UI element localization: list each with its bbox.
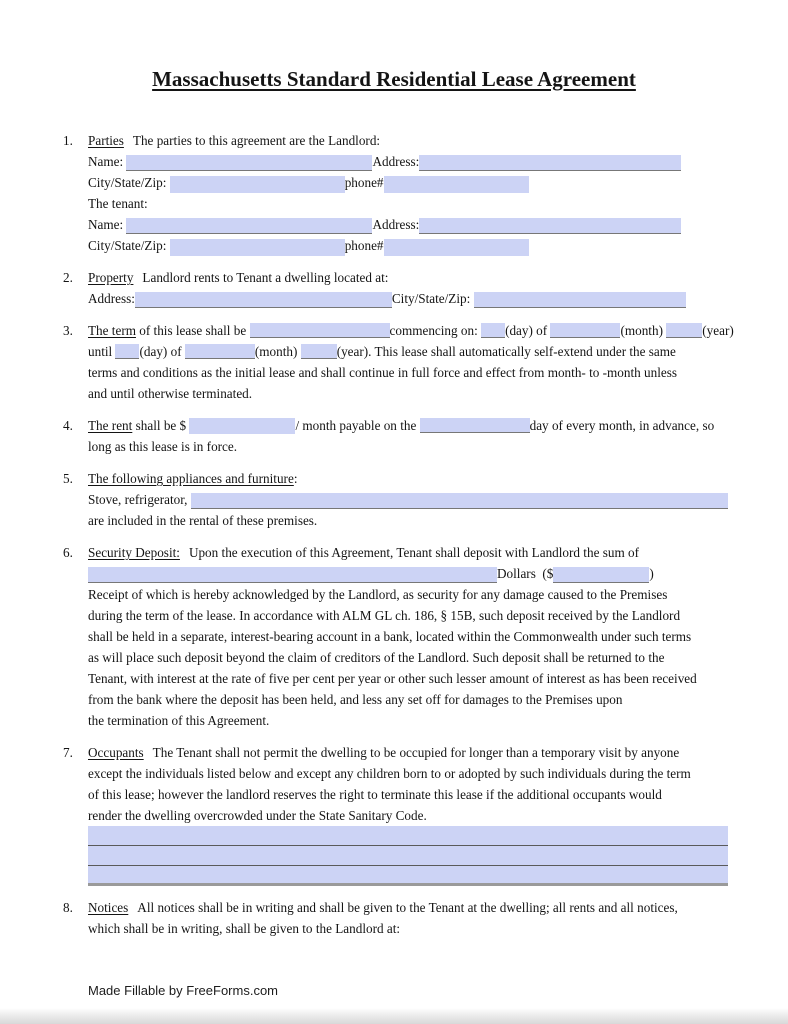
- occupants-text: render the dwelling overcrowded under the State Sanitary Code.: [88, 808, 427, 823]
- landlord-name-field[interactable]: [126, 155, 372, 171]
- tenant-intro: The tenant:: [88, 196, 148, 211]
- rent-heading: The rent: [88, 418, 133, 433]
- appliances-text: are included in the rental of these premises.: [88, 513, 318, 528]
- section-rent: [63, 415, 728, 457]
- name-label: Name:: [88, 217, 127, 232]
- occupants-line-3-field[interactable]: [88, 866, 728, 886]
- deposit-text: from the bank where the deposit has been held, and less any set off for damages to the Premises upon: [88, 692, 623, 707]
- appliances-row: [88, 489, 728, 510]
- address-label: Address:: [372, 217, 420, 232]
- section-occupants: [63, 742, 728, 886]
- deposit-amount-words-field[interactable]: [88, 567, 497, 583]
- end-year-field[interactable]: [301, 344, 337, 359]
- section-number: 2.: [63, 270, 73, 285]
- deposit-amount-row: [88, 563, 728, 584]
- section-number: 8.: [63, 900, 73, 915]
- address-label: Address:: [88, 291, 135, 306]
- city-state-zip-label: City/State/Zip:: [391, 291, 474, 306]
- year-label: (year): [336, 344, 369, 359]
- day-label: (day) of: [139, 344, 185, 359]
- deposit-heading: Security Deposit:: [88, 545, 180, 560]
- appliances-item-label: Stove, refrigerator,: [88, 492, 191, 507]
- rent-text: shall be $: [132, 418, 190, 433]
- month-label: (month): [620, 323, 667, 338]
- section-deposit: [63, 542, 728, 731]
- tenant-city-state-zip-field[interactable]: [170, 239, 345, 256]
- term-text: commencing on:: [389, 323, 482, 338]
- term-length-field[interactable]: [250, 323, 390, 338]
- property-intro: Landlord rents to Tenant a dwelling located at:: [142, 270, 389, 285]
- deposit-text: Receipt of which is hereby acknowledged by the Landlord, as security for any damage caused to the Premises: [88, 587, 668, 602]
- parties-heading: Parties: [88, 133, 124, 148]
- parties-intro: The parties to this agreement are the Landlord:: [132, 133, 381, 148]
- term-text: until: [88, 344, 116, 359]
- term-heading: The term: [88, 323, 136, 338]
- deposit-intro: Upon the execution of this Agreement, Tenant shall deposit with Landlord the sum of: [188, 545, 639, 560]
- property-city-state-zip-field[interactable]: [474, 292, 686, 308]
- made-fillable-credit: Made Fillable by FreeForms.com: [88, 983, 278, 998]
- section-appliances: [63, 468, 728, 531]
- tenant-phone-field[interactable]: [384, 239, 529, 256]
- occupants-line-2-field[interactable]: [88, 846, 728, 866]
- deposit-text: the termination of this Agreement.: [88, 713, 270, 728]
- property-heading: Property: [88, 270, 134, 285]
- deposit-text: shall be held in a separate, interest-bearing account in a bank, located within the Commonwealth under such terms: [88, 629, 692, 644]
- notices-heading: Notices: [88, 900, 129, 915]
- property-address-field[interactable]: [135, 292, 392, 308]
- deposit-amount-numeric-field[interactable]: [553, 567, 649, 583]
- page-title: Massachusetts Standard Residential Lease Agreement: [152, 67, 636, 91]
- term-text: of this lease shall be: [135, 323, 250, 338]
- month-label: (month): [254, 344, 301, 359]
- section-number: 4.: [63, 418, 73, 433]
- term-text: terms and conditions as the initial lease and shall continue in full force and effect from month- to -month unless: [88, 365, 678, 380]
- section-number: 5.: [63, 471, 73, 486]
- appliances-field[interactable]: [191, 493, 728, 509]
- start-year-field[interactable]: [666, 323, 702, 338]
- occupants-text: of this lease; however the landlord reserves the right to terminate this lease if the additional occupants would: [88, 787, 662, 802]
- page-bottom-band: [0, 1008, 788, 1024]
- close-paren-label: ): [649, 566, 654, 581]
- occupants-heading: Occupants: [88, 745, 144, 760]
- deposit-text: as will place such deposit beyond the claim of creditors of the Landlord. Such deposit shall be returned to the: [88, 650, 665, 665]
- day-label: (day) of: [505, 323, 551, 338]
- occupants-line-1-field[interactable]: [88, 826, 728, 846]
- tenant-name-field[interactable]: [126, 218, 372, 234]
- landlord-name-row: [88, 151, 728, 172]
- section-term: [63, 320, 734, 404]
- dollars-label: Dollars ($: [497, 566, 554, 581]
- section-parties: [63, 130, 728, 256]
- rent-amount-field[interactable]: [189, 418, 295, 434]
- landlord-phone-field[interactable]: [384, 176, 529, 193]
- landlord-address-field[interactable]: [419, 155, 681, 171]
- section-number: 3.: [63, 323, 73, 338]
- city-state-zip-label: City/State/Zip:: [88, 175, 170, 190]
- phone-label: phone#: [344, 175, 384, 190]
- rent-text: long as this lease is in force.: [88, 439, 238, 454]
- year-label: (year): [702, 323, 734, 338]
- appliances-text: :: [293, 471, 298, 486]
- end-month-field[interactable]: [185, 344, 255, 359]
- occupants-text: except the individuals listed below and except any children born to or adopted by such individuals during the term: [88, 766, 691, 781]
- property-address-row: [88, 288, 728, 309]
- landlord-city-state-zip-field[interactable]: [170, 176, 345, 193]
- section-property: [63, 267, 728, 309]
- landlord-city-row: [88, 172, 728, 193]
- term-text: . This lease shall automatically self-extend under the same: [368, 344, 676, 359]
- tenant-address-field[interactable]: [419, 218, 681, 234]
- name-label: Name:: [88, 154, 127, 169]
- rent-text: / month payable on the: [295, 418, 420, 433]
- section-number: 6.: [63, 545, 73, 560]
- rent-text: day of every month, in advance, so: [529, 418, 715, 433]
- tenant-city-row: [88, 235, 728, 256]
- section-number: 7.: [63, 745, 73, 760]
- appliances-heading: The following appliances and furniture: [88, 471, 294, 486]
- section-notices: [63, 897, 728, 939]
- notices-text: All notices shall be in writing and shall be given to the Tenant at the dwelling; all rents and all notices,: [137, 900, 678, 915]
- city-state-zip-label: City/State/Zip:: [88, 238, 170, 253]
- address-label: Address:: [372, 154, 420, 169]
- phone-label: phone#: [344, 238, 384, 253]
- notices-text: which shall be in writing, shall be given to the Landlord at:: [88, 921, 401, 936]
- rent-due-day-field[interactable]: [420, 418, 530, 433]
- occupants-text: The Tenant shall not permit the dwelling to be occupied for longer than a temporary visit by anyone: [152, 745, 680, 760]
- start-month-field[interactable]: [550, 323, 620, 338]
- end-day-field[interactable]: [115, 344, 139, 359]
- section-number: 1.: [63, 133, 73, 148]
- deposit-text: during the term of the lease. In accordance with ALM GL ch. 186, § 15B, such deposit received by the Landlord: [88, 608, 681, 623]
- start-day-field[interactable]: [481, 323, 505, 338]
- deposit-text: Tenant, with interest at the rate of five per cent per year or other such lesser amount of interest as has been received: [88, 671, 697, 686]
- tenant-name-row: [88, 214, 728, 235]
- term-text: and until otherwise terminated.: [88, 386, 253, 401]
